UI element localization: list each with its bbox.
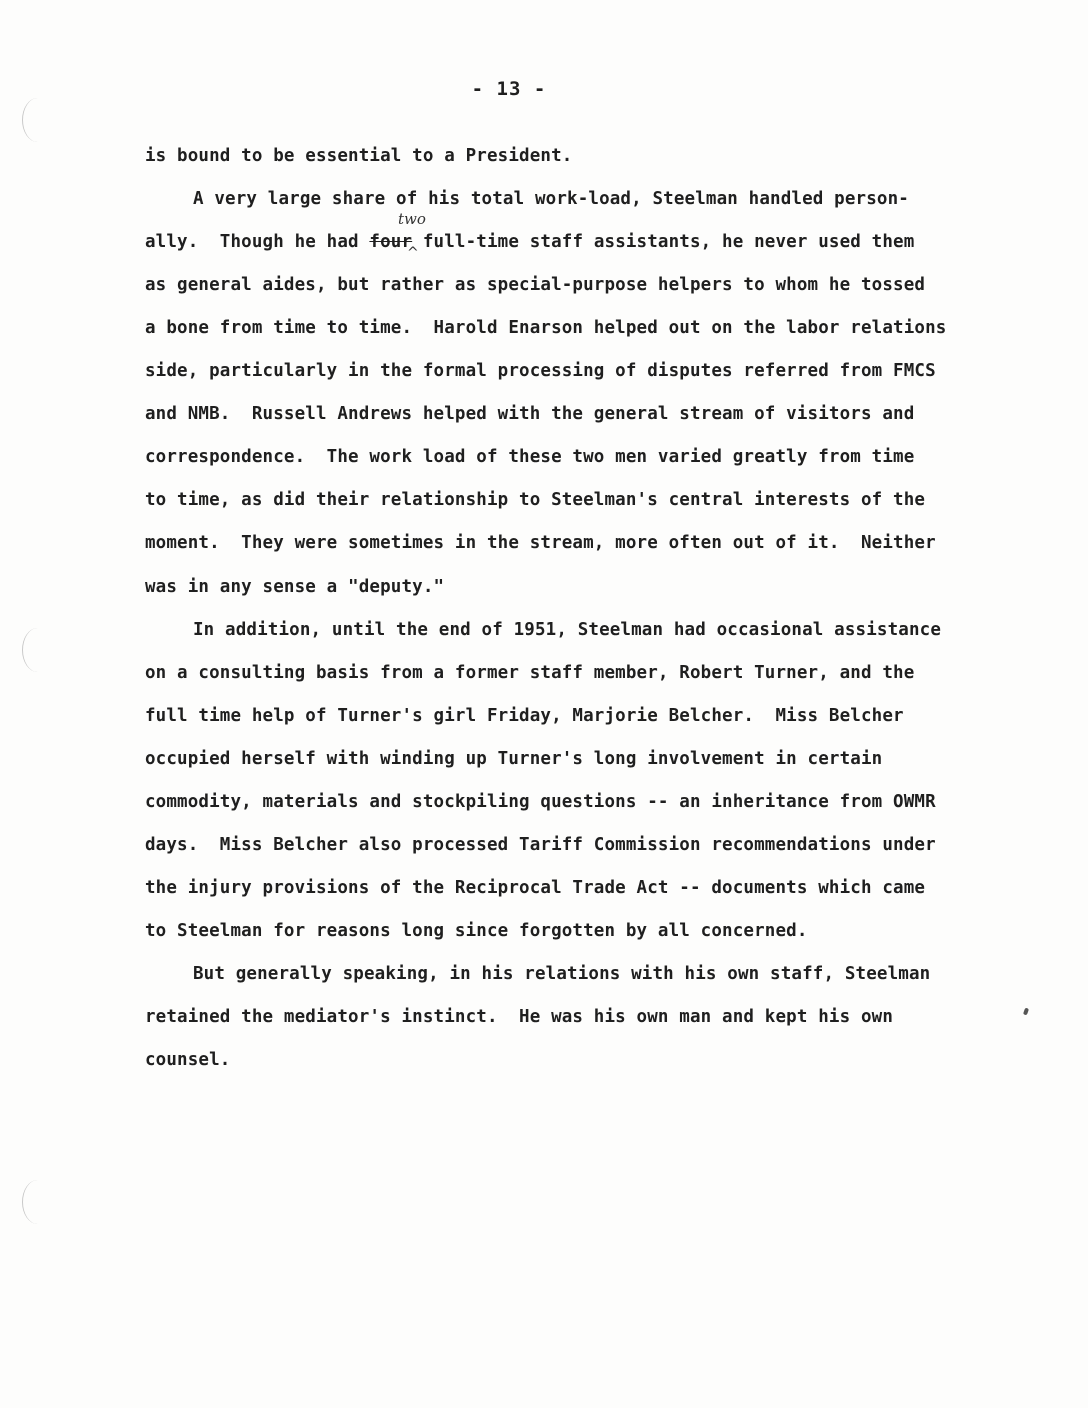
text-line: retained the mediator's instinct. He was his own man and kept his own — [145, 1007, 894, 1027]
text-segment: ally. Though he had — [145, 232, 370, 252]
punch-hole-top — [22, 98, 53, 142]
text-line: and NMB. Russell Andrews helped with the general stream of visitors and — [145, 404, 915, 424]
text-line: on a consulting basis from a former staff member, Robert Turner, and the — [145, 663, 915, 683]
text-line: side, particularly in the formal processing of disputes referred from FMCS — [145, 361, 936, 381]
text-line: was in any sense a "deputy." — [145, 577, 445, 597]
text-line: But generally speaking, in his relations with his own staff, Steelman — [193, 964, 931, 984]
text-line: commodity, materials and stockpiling questions -- an inheritance from OWMR — [145, 792, 936, 812]
text-line: moment. They were sometimes in the stream, more often out of it. Neither — [145, 533, 936, 553]
text-line: days. Miss Belcher also processed Tariff Commission recommendations under — [145, 835, 936, 855]
text-segment: full-time staff assistants, he never used them — [412, 232, 915, 252]
text-line: counsel. — [145, 1050, 231, 1070]
text-line: correspondence. The work load of these two men varied greatly from time — [145, 447, 915, 467]
punch-hole-middle — [22, 628, 53, 672]
text-line: as general aides, but rather as special-purpose helpers to whom he tossed — [145, 275, 926, 295]
text-line: In addition, until the end of 1951, Steelman had occasional assistance — [193, 620, 942, 640]
text-line: A very large share of his total work-load, Steelman handled person- — [193, 189, 909, 209]
text-line: the injury provisions of the Reciprocal Trade Act -- documents which came — [145, 878, 926, 898]
caret-mark: ^ — [407, 245, 419, 261]
text-line: to Steelman for reasons long since forgotten by all concerned. — [145, 921, 808, 941]
stray-ink-mark — [1023, 1008, 1029, 1016]
text-line: occupied herself with winding up Turner's long involvement in certain — [145, 749, 883, 769]
text-line: full time help of Turner's girl Friday, Marjorie Belcher. Miss Belcher — [145, 706, 904, 726]
text-line: a bone from time to time. Harold Enarson helped out on the labor relations — [145, 318, 947, 338]
punch-hole-bottom — [22, 1180, 53, 1224]
handwritten-insert: two — [398, 210, 426, 228]
text-line: is bound to be essential to a President. — [145, 146, 573, 166]
struck-word: four — [369, 232, 413, 252]
page-number: - 13 - — [471, 78, 547, 100]
text-line-with-edit — [145, 231, 914, 253]
text-line: to time, as did their relationship to Steelman's central interests of the — [145, 490, 926, 510]
